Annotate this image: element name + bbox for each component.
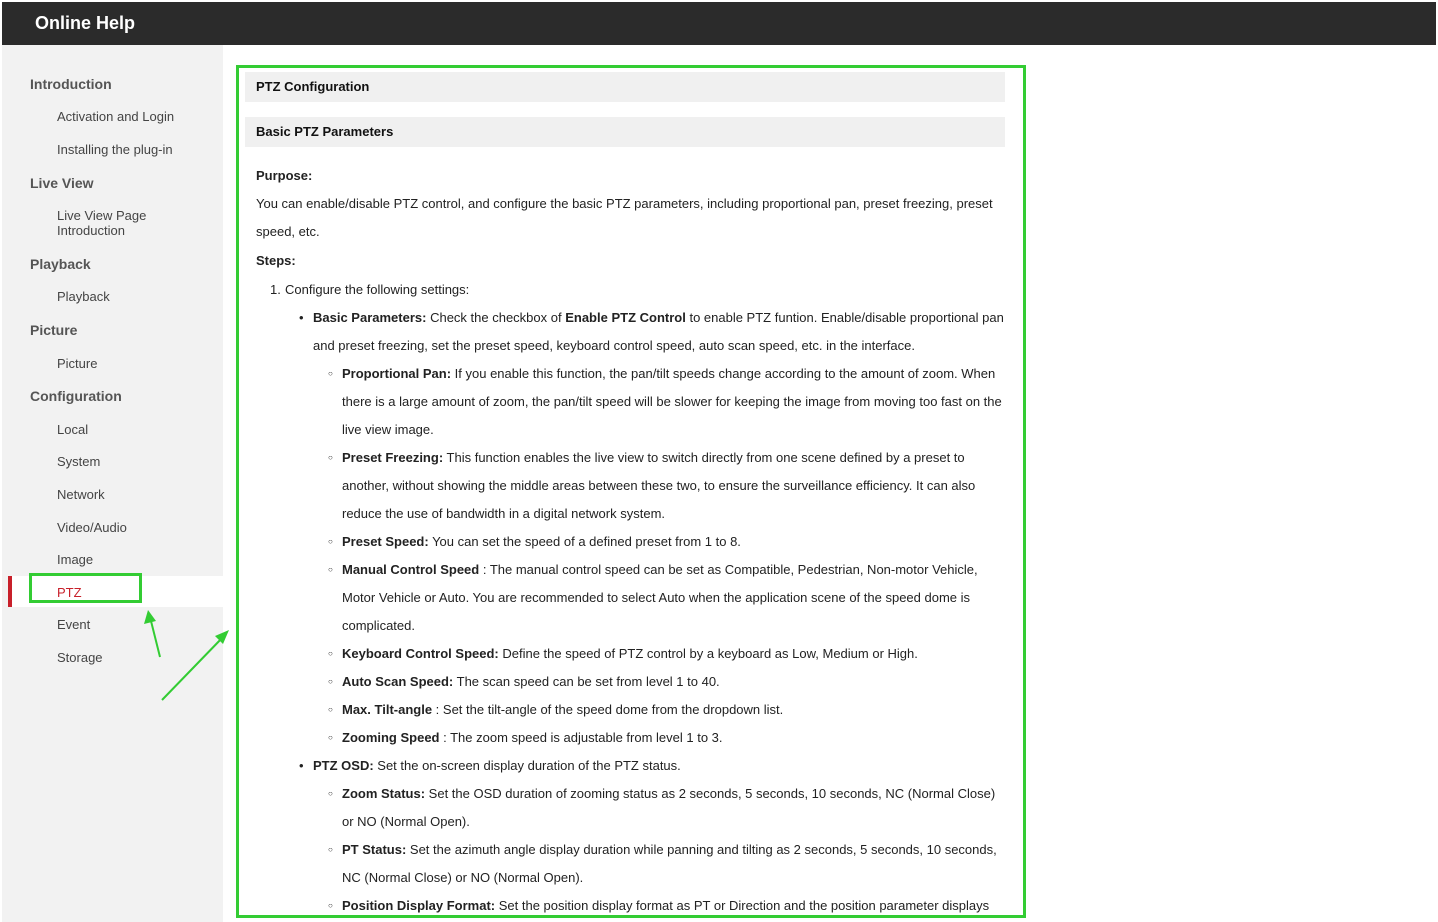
sub-item-text: Set the OSD duration of zooming status as 2 seconds, 5 seconds, 10 seconds, NC (Normal Close) or NO (Normal Open).	[342, 786, 996, 829]
sub-item-label: Manual Control Speed	[342, 562, 480, 577]
sidebar-item-image[interactable]: Image	[57, 552, 94, 567]
steps-label: Steps:	[256, 253, 296, 268]
sidebar-item-storage[interactable]: Storage	[57, 650, 103, 665]
step-number: 1.	[270, 282, 281, 297]
bullet-emphasis: Enable PTZ Control	[565, 310, 686, 325]
sub-item-max-tilt-angle	[256, 696, 1005, 724]
sidebar-section-picture[interactable]: Picture	[30, 322, 78, 338]
sidebar-section-playback[interactable]: Playback	[30, 256, 91, 272]
sub-item-text: : The zoom speed is adjustable from level 1 to 3.	[439, 730, 723, 745]
step-text: Configure the following settings:	[285, 282, 470, 297]
sidebar-section-live-view[interactable]: Live View	[30, 175, 94, 191]
sub-item-auto-scan-speed	[256, 668, 1005, 696]
help-content	[245, 72, 1005, 920]
bullet-text: Set the on-screen display duration of the PTZ status.	[373, 758, 681, 773]
purpose-label: Purpose:	[256, 168, 313, 183]
bullet-text: to enable PTZ funtion. Enable/disable proportional pan and preset freezing, set the preset speed, keyboard control speed, auto scan speed, etc. in the interface.	[313, 310, 1004, 353]
subsection-title: Basic PTZ Parameters	[245, 117, 1005, 147]
section-title: PTZ Configuration	[245, 72, 1005, 102]
bullet-label: Basic Parameters:	[313, 310, 427, 325]
sidebar-item-playback[interactable]: Playback	[57, 289, 110, 304]
sub-item-label: Zoom Status:	[342, 786, 426, 801]
bullet-label: PTZ OSD:	[313, 758, 374, 773]
sub-item-label: Keyboard Control Speed:	[342, 646, 499, 661]
sub-item-pt-status	[256, 836, 1005, 892]
sub-item-text: Set the position display format as PT or Direction and the position parameter displays	[495, 898, 990, 913]
sidebar-item-local[interactable]: Local	[57, 422, 89, 437]
sub-item-label: Proportional Pan:	[342, 366, 452, 381]
sub-item-label: Auto Scan Speed:	[342, 674, 454, 689]
sub-item-text: Define the speed of PTZ control by a keyboard as Low, Medium or High.	[498, 646, 918, 661]
step-item	[256, 276, 1005, 304]
steps-list	[256, 276, 1005, 920]
sub-item-preset-speed	[256, 528, 1005, 556]
sidebar-section-introduction[interactable]: Introduction	[30, 76, 112, 92]
sub-item-position-display-format	[256, 892, 1005, 920]
sidebar-item-live-view-page-introduction[interactable]: Live View Page Introduction	[57, 208, 147, 238]
sub-item-label: Zooming Speed	[342, 730, 440, 745]
bullet-ptz-osd	[256, 752, 1005, 780]
app-header	[2, 2, 1436, 45]
purpose-text: You can enable/disable PTZ control, and configure the basic PTZ parameters, including proportional pan, preset freezing, preset speed, etc.	[256, 196, 993, 239]
sub-item-label: Max. Tilt-angle	[342, 702, 433, 717]
sub-item-text: You can set the speed of a defined preset from 1 to 8.	[428, 534, 741, 549]
sub-item-text: This function enables the live view to switch directly from one scene defined by a preset to another, without showing the middle areas between these two, to ensure the surveillance efficiency. It can also reduce the use of bandwidth in a digital network system.	[342, 450, 976, 521]
sidebar-section-configuration[interactable]: Configuration	[30, 388, 122, 404]
sub-item-manual-control-speed	[256, 556, 1005, 640]
sub-item-label: Preset Freezing:	[342, 450, 444, 465]
bullet-text: Check the checkbox of	[426, 310, 566, 325]
sidebar-nav	[2, 45, 223, 922]
sidebar-item-installing-plugin[interactable]: Installing the plug-in	[57, 142, 173, 157]
sub-item-zooming-speed	[256, 724, 1005, 752]
sub-item-label: Position Display Format:	[342, 898, 496, 913]
sub-item-text: : The manual control speed can be set as Compatible, Pedestrian, Non-motor Vehicle, Motor Vehicle or Auto. You are recommended to select Auto when the application scene of the speed dome is complicated.	[342, 562, 978, 633]
sub-item-label: Preset Speed:	[342, 534, 429, 549]
sub-item-zoom-status	[256, 780, 1005, 836]
sub-item-text: The scan speed can be set from level 1 to 40.	[453, 674, 720, 689]
help-body	[245, 162, 1005, 920]
sub-item-text: Set the azimuth angle display duration while panning and tilting as 2 seconds, 5 seconds, 10 seconds, NC (Normal Close) or NO (Normal Open).	[342, 842, 997, 885]
sidebar-item-activation-and-login[interactable]: Activation and Login	[57, 109, 175, 124]
sub-item-text: : Set the tilt-angle of the speed dome from the dropdown list.	[432, 702, 784, 717]
sub-item-keyboard-control-speed	[256, 640, 1005, 668]
sidebar-item-network[interactable]: Network	[57, 487, 105, 502]
sidebar-item-event[interactable]: Event	[57, 617, 91, 632]
sub-item-preset-freezing	[256, 444, 1005, 528]
app-title: Online Help	[35, 13, 136, 33]
sub-item-label: PT Status:	[342, 842, 407, 857]
sidebar-item-ptz[interactable]: PTZ	[57, 585, 82, 600]
bullet-basic-parameters	[256, 304, 1005, 360]
sidebar-item-system[interactable]: System	[57, 454, 101, 469]
sub-item-text: If you enable this function, the pan/tilt speeds change according to the amount of zoom. When there is a large amount of zoom, the pan/tilt speed will be slower for keeping the image from moving too fast on the live view image.	[342, 366, 1002, 437]
sidebar-item-picture[interactable]: Picture	[57, 356, 98, 371]
sidebar-item-video-audio[interactable]: Video/Audio	[57, 520, 127, 535]
sidebar-active-indicator	[8, 576, 12, 607]
sub-item-proportional-pan	[256, 360, 1005, 444]
